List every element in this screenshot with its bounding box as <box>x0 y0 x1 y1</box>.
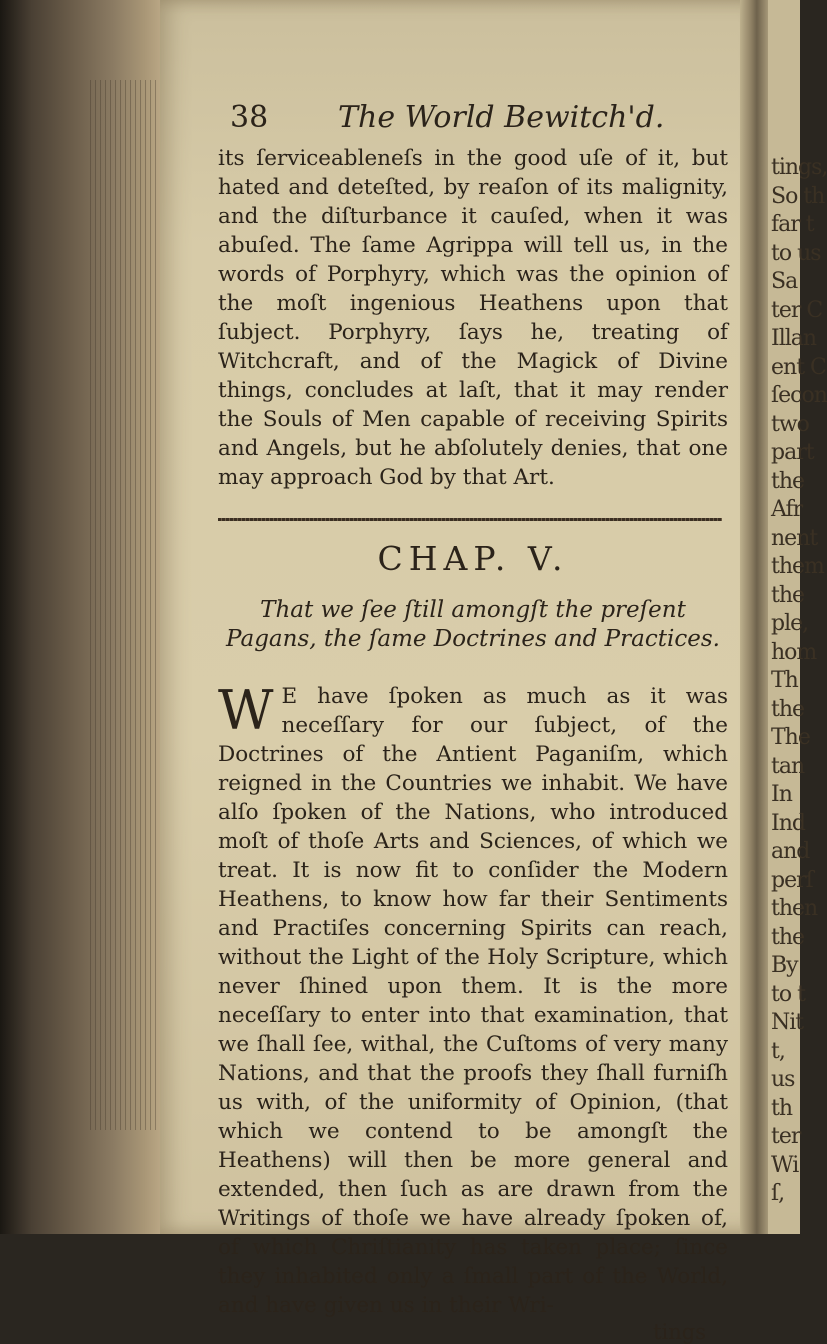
facing-page-text: Th <box>771 668 798 693</box>
facing-page-text: ent C <box>771 354 826 380</box>
facing-page-text: the <box>771 468 805 494</box>
facing-page-text: Sa <box>771 269 798 294</box>
facing-page-text: So th <box>771 183 825 209</box>
facing-page-text: th <box>771 1095 793 1121</box>
facing-page-text: ſ, <box>771 1181 785 1206</box>
book-left-edge <box>0 0 160 1234</box>
ornamental-rule <box>218 518 722 521</box>
page-header <box>218 100 728 144</box>
facing-page-text: Ind <box>771 810 805 836</box>
facing-page-fragment <box>768 0 827 1234</box>
facing-page-text: Wi <box>771 1152 799 1178</box>
facing-page-text: two <box>771 411 809 437</box>
facing-page-text: the <box>771 924 805 950</box>
facing-page-text: and <box>771 839 810 864</box>
facing-page-text: the <box>771 696 805 722</box>
chapter-subtitle: That we ſee ſtill amongſt the preſent Pagans, the ſame Doctrines and Practices. <box>226 597 720 652</box>
chapter-body <box>218 679 728 1320</box>
facing-page-text: t, <box>771 1038 785 1064</box>
facing-page-text: them <box>771 554 824 579</box>
facing-page-text: Nit <box>771 1010 804 1035</box>
facing-page-text: to t <box>771 981 805 1007</box>
top-paragraph: its ſerviceableneſs in the good uſe of it, but hated and deteſted, by reaſon of its malignity, and the diſturbance it cauſed, when it was abuſed. The ſame Agrippa will tell us, in the words of Porphyry, which was the opinion of the moſt ingenious Heathens upon that ſubject. Porphyry, ſays he, treating of Witchcraft, and of the Magick of Divine things, concludes at laſt, that it may render the Souls of Men capable of receiving Spirits and Angels, but he abſolutely denies, that one may approach God by that Art. <box>218 146 728 490</box>
facing-page-text: to us <box>771 240 821 266</box>
facing-page-text: far t <box>771 212 814 237</box>
facing-page-text: hom <box>771 639 817 665</box>
facing-page-text: then <box>771 896 818 921</box>
facing-page-text: Afr <box>771 497 803 522</box>
facing-page-text: ter C <box>771 297 823 323</box>
facing-page-text: The <box>771 725 810 750</box>
book-gutter <box>740 0 768 1234</box>
facing-page-text: ple, <box>771 611 809 636</box>
facing-page-text: us <box>771 1067 795 1092</box>
chapter-title: CHAP. V. <box>377 539 569 578</box>
facing-page-text: In <box>771 782 792 807</box>
facing-page-text: perſ <box>771 867 813 893</box>
page-content <box>218 100 728 1344</box>
facing-page-text: ſecon <box>771 383 827 408</box>
facing-page-text: the <box>771 582 805 608</box>
catchword: tings <box>653 1320 706 1344</box>
facing-page-text: By <box>771 953 798 978</box>
facing-page-text: tan <box>771 753 805 779</box>
facing-page-text: tings, <box>771 155 827 180</box>
page-number: 38 <box>230 100 269 135</box>
running-head: The World Bewitch'd. <box>338 100 665 135</box>
facing-page-text: part <box>771 440 814 465</box>
drop-cap: W <box>218 679 274 742</box>
facing-page-text: ter <box>771 1124 801 1149</box>
facing-page-text: nent <box>771 525 818 551</box>
facing-page-text: Illan <box>771 326 817 351</box>
chapter-body-text: E have ſpoken as much as it was neceſſary for our ſubject, of the Doctrines of the Antient Paganiſm, which reigned in the Countries we inhabit. We have alſo ſpoken of the Nations, who introduced moſt of thoſe Arts and Sciences, of which we treat. It is now fit to conſider the Modern Heathens, to know how far their Sentiments and Practiſes concerning Spirits can reach, without the Light of the Holy Scripture, which never ſhined upon them. It is the more neceſſary to enter into that examination, that we ſhall ſee, withal, the Cuſtoms of very many Nations, and that the proofs they ſhall furniſh us with, of the uniformity of Opinion, (that which we contend to be amongſt the Heathens) will then be more general and extended, then ſuch as are drawn from the Writings of thoſe we have already ſpoken of, of which Chriſtianity has taken place; ſince they inhabited only a ſmall part of the World, and have given us in their Wri- <box>218 684 728 1318</box>
